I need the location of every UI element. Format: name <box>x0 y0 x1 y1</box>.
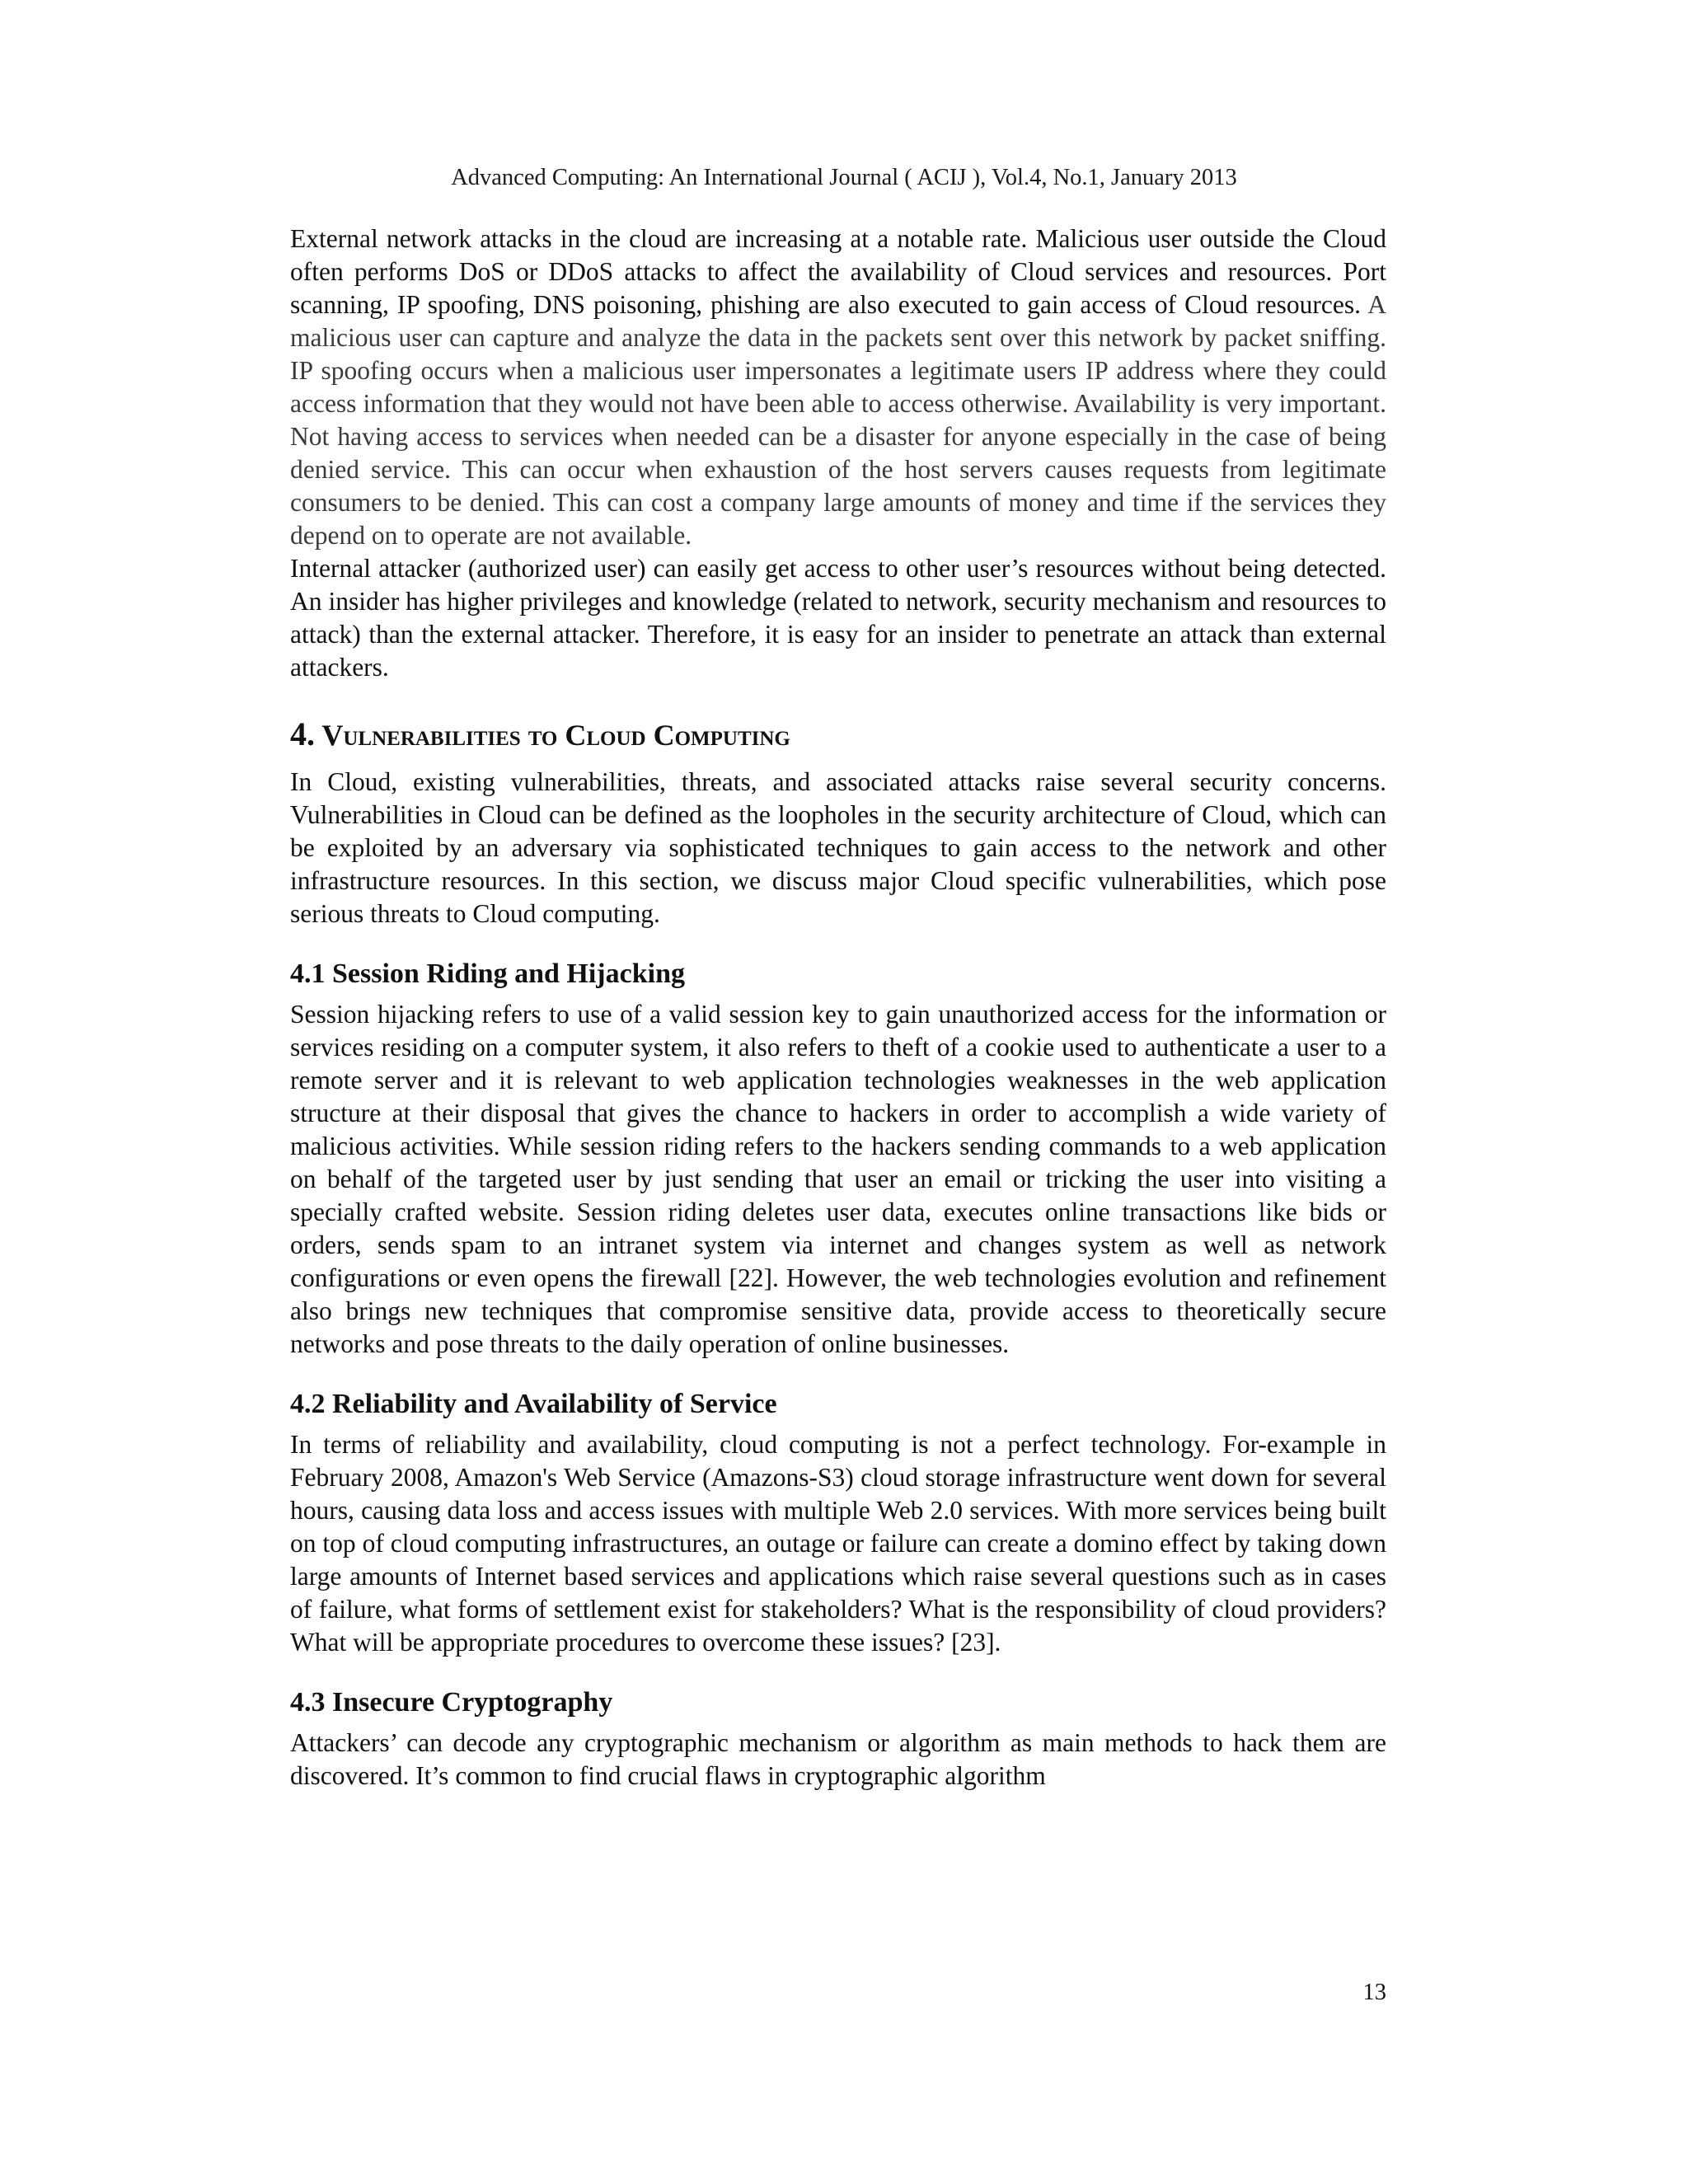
paragraph-external-attacks-part2: A malicious user can capture and analyze the data in the packets sent over this network by packet sniffing. IP spoofing occurs when a malicious user impersonates a legitimate users IP address where they could access information that they would not have been able to access otherwise. Availability is very important. Not having access to services when needed can be a disaster for anyone especially in the case of being denied service. This can occur when exhaustion of the host servers causes requests from legitimate consumers to be denied. This can cost a company large amounts of money and time if the services they depend on to operate are not available. <box>290 290 1387 550</box>
running-header: Advanced Computing: An International Journal ( ACIJ ), Vol.4, No.1, January 2013 <box>451 165 1237 190</box>
section-number: 4. <box>290 715 315 752</box>
paragraph-insecure-cryptography: Attackers’ can decode any cryptographic mechanism or algorithm as main methods to hack them are discovered. It’s common to find crucial flaws in cryptographic algorithm <box>290 1728 1386 1790</box>
paragraph-session-hijacking: Session hijacking refers to use of a valid session key to gain unauthorized access for the information or services residing on a computer system, it also refers to theft of a cookie used to authenticate a user to a remote server and it is relevant to web application technologies weaknesses in the web application structure at their disposal that gives the chance to hackers in order to accomplish a wide variety of malicious activities. While session riding refers to the hackers sending commands to a web application on behalf of the targeted user by just sending that user an email or tricking the user into visiting a specially crafted website. Session riding deletes user data, executes online transactions like bids or orders, sends spam to an intranet system via internet and changes system as well as network configurations or even opens the firewall [22]. However, the web technologies evolution and refinement also brings new techniques that compromise sensitive data, provide access to theoretically secure networks and pose threats to the daily operation of online businesses. <box>290 1000 1386 1358</box>
page-number: 13 <box>1362 1980 1386 2005</box>
paragraph-reliability: In terms of reliability and availability, cloud computing is not a perfect technology. For-example in February 2008, Amazon's Web Service (Amazons-S3) cloud storage infrastructure went down for several hours, causing data loss and access issues with multiple Web 2.0 services. With more services being built on top of cloud computing infrastructures, an outage or failure can create a domino effect by taking down large amounts of Internet based services and applications which raise several questions such as in cases of failure, what forms of settlement exist for stakeholders? What is the responsibility of cloud providers? What will be appropriate procedures to overcome these issues? [23]. <box>290 1430 1386 1657</box>
paragraph-vulnerabilities: In Cloud, existing vulnerabilities, threats, and associated attacks raise several security concerns. Vulnerabilities in Cloud can be defined as the loopholes in the security architecture of Cloud, which can be exploited by an adversary via sophisticated techniques to gain access to the network and other infrastructure resources. In this section, we discuss major Cloud specific vulnerabilities, which pose serious threats to Cloud computing. <box>290 767 1386 928</box>
paragraph-internal-attacker: Internal attacker (authorized user) can easily get access to other user’s resources without being detected. An insider has higher privileges and knowledge (related to network, security mechanism and resources to attack) than the external attacker. Therefore, it is easy for an insider to penetrate an attack than external attackers. <box>290 554 1386 682</box>
subsection-heading-4-3: 4.3 Insecure Cryptography <box>290 1687 613 1718</box>
page-body <box>290 223 1386 1793</box>
subsection-heading-4-2: 4.2 Reliability and Availability of Service <box>290 1389 777 1419</box>
paragraph-external-attacks-part1: External network attacks in the cloud are increasing at a notable rate. Malicious user outside the Cloud often performs DoS or DDoS attacks to affect the availability of Cloud services and resources. Port scanning, IP spoofing, DNS poisoning, phishing are also executed to gain access of Cloud resources. <box>290 224 1386 319</box>
paragraph-external-attacks <box>290 223 1386 552</box>
section-title-text: Vulnerabilities to Cloud Computing <box>321 719 790 752</box>
section-heading-4 <box>290 717 1386 752</box>
subsection-heading-4-1: 4.1 Session Riding and Hijacking <box>290 958 685 989</box>
